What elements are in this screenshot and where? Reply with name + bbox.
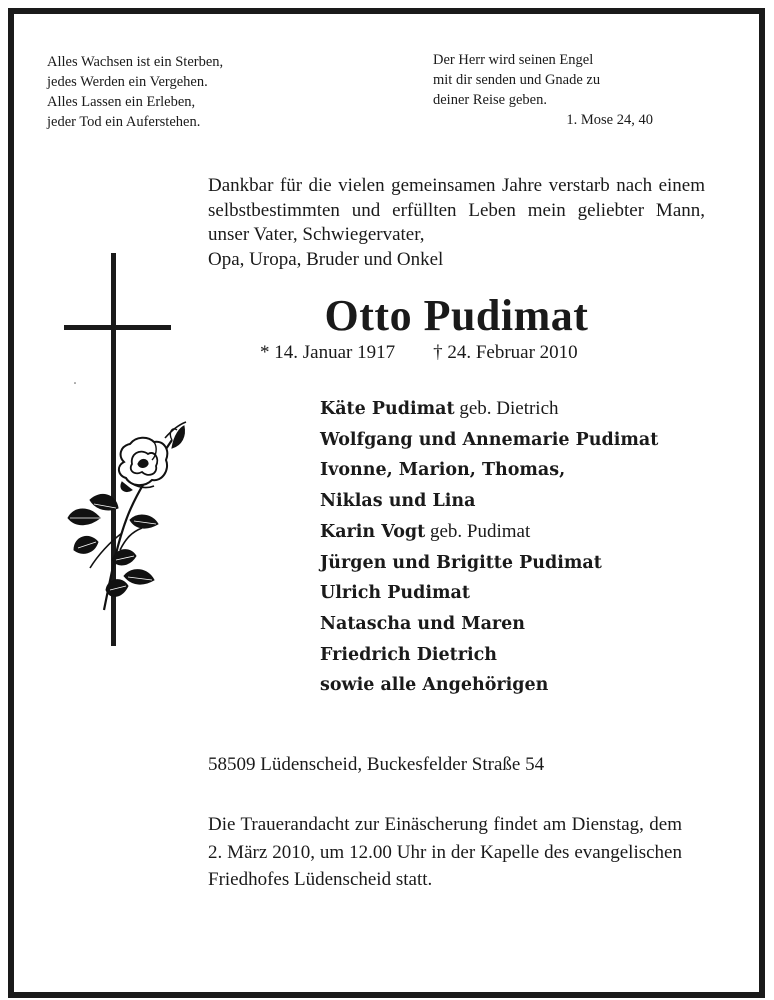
- verse-left-line: jeder Tod ein Auferstehen.: [47, 114, 201, 130]
- mourner-entry: [320, 425, 658, 456]
- mourner-name: Käte Pudimat: [320, 399, 455, 419]
- mourner-entry: [320, 517, 658, 548]
- birth-date: * 14. Januar 1917: [260, 342, 396, 363]
- intro-text: [208, 174, 705, 272]
- mourner-name: Karin Vogt: [320, 521, 426, 542]
- mourner-entry: [320, 394, 658, 425]
- verse-left-line: Alles Lassen ein Erleben,: [47, 94, 196, 110]
- mourners-list: [320, 394, 658, 701]
- bible-reference: 1. Mose 24, 40: [566, 112, 653, 128]
- mourner-name: Natascha und Maren: [320, 613, 525, 634]
- mourner-name: Niklas und Lina: [320, 491, 476, 512]
- mourner-name: Friedrich Dietrich: [320, 644, 497, 665]
- mourner-entry: [320, 609, 658, 640]
- mourner-name: Wolfgang und Annemarie Pudimat: [320, 429, 659, 450]
- death-date: † 24. Februar 2010: [433, 342, 578, 363]
- address: 58509 Lüdenscheid, Buckesfelder Straße 54: [208, 754, 545, 775]
- cross-with-rose: [60, 250, 200, 650]
- mourner-entry: [320, 578, 658, 609]
- mourner-name: Jürgen und Brigitte Pudimat: [320, 552, 602, 573]
- verse-left-line: Alles Wachsen ist ein Sterben,: [47, 54, 224, 70]
- mourner-name: sowie alle Angehörigen: [320, 675, 549, 696]
- mourner-entry: [320, 670, 658, 701]
- mourner-note: geb. Dietrich: [454, 398, 559, 419]
- verse-left: [47, 52, 287, 132]
- mourner-note: geb. Pudimat: [425, 520, 531, 542]
- funeral-notice: Die Trauerandacht zur Einäscherung findet am Dienstag, dem 2. März 2010, um 12.00 Uhr in der Kapelle des evangelischen Friedhofes Lüdenscheid statt.: [208, 814, 682, 890]
- mourner-entry: [320, 640, 658, 671]
- mourner-entry: [320, 486, 658, 517]
- deceased-name: Otto Pudimat: [324, 291, 589, 340]
- verse-left-line: jedes Werden ein Vergehen.: [47, 74, 208, 90]
- mourner-entry: [320, 548, 658, 579]
- life-dates: [260, 340, 578, 366]
- verse-right: [433, 50, 653, 130]
- verse-right-line: mit dir senden und Gnade zu: [433, 72, 601, 88]
- intro-body: Dankbar für die vielen gemeinsamen Jahre verstarb nach einem selbstbestimmten und erfüllten Leben mein geliebter Mann, unser Vater, Schwiegervater,: [208, 175, 705, 245]
- verse-right-line: deiner Reise geben.: [433, 92, 547, 108]
- mourner-entry: [320, 455, 658, 486]
- mourner-name: Ivonne, Marion, Thomas,: [320, 460, 566, 481]
- verse-right-line: Der Herr wird seinen Engel: [433, 52, 594, 68]
- mourner-name: Ulrich Pudimat: [320, 583, 470, 604]
- intro-last-line: Opa, Uropa, Bruder und Onkel: [208, 248, 444, 270]
- rose-icon: [68, 422, 186, 610]
